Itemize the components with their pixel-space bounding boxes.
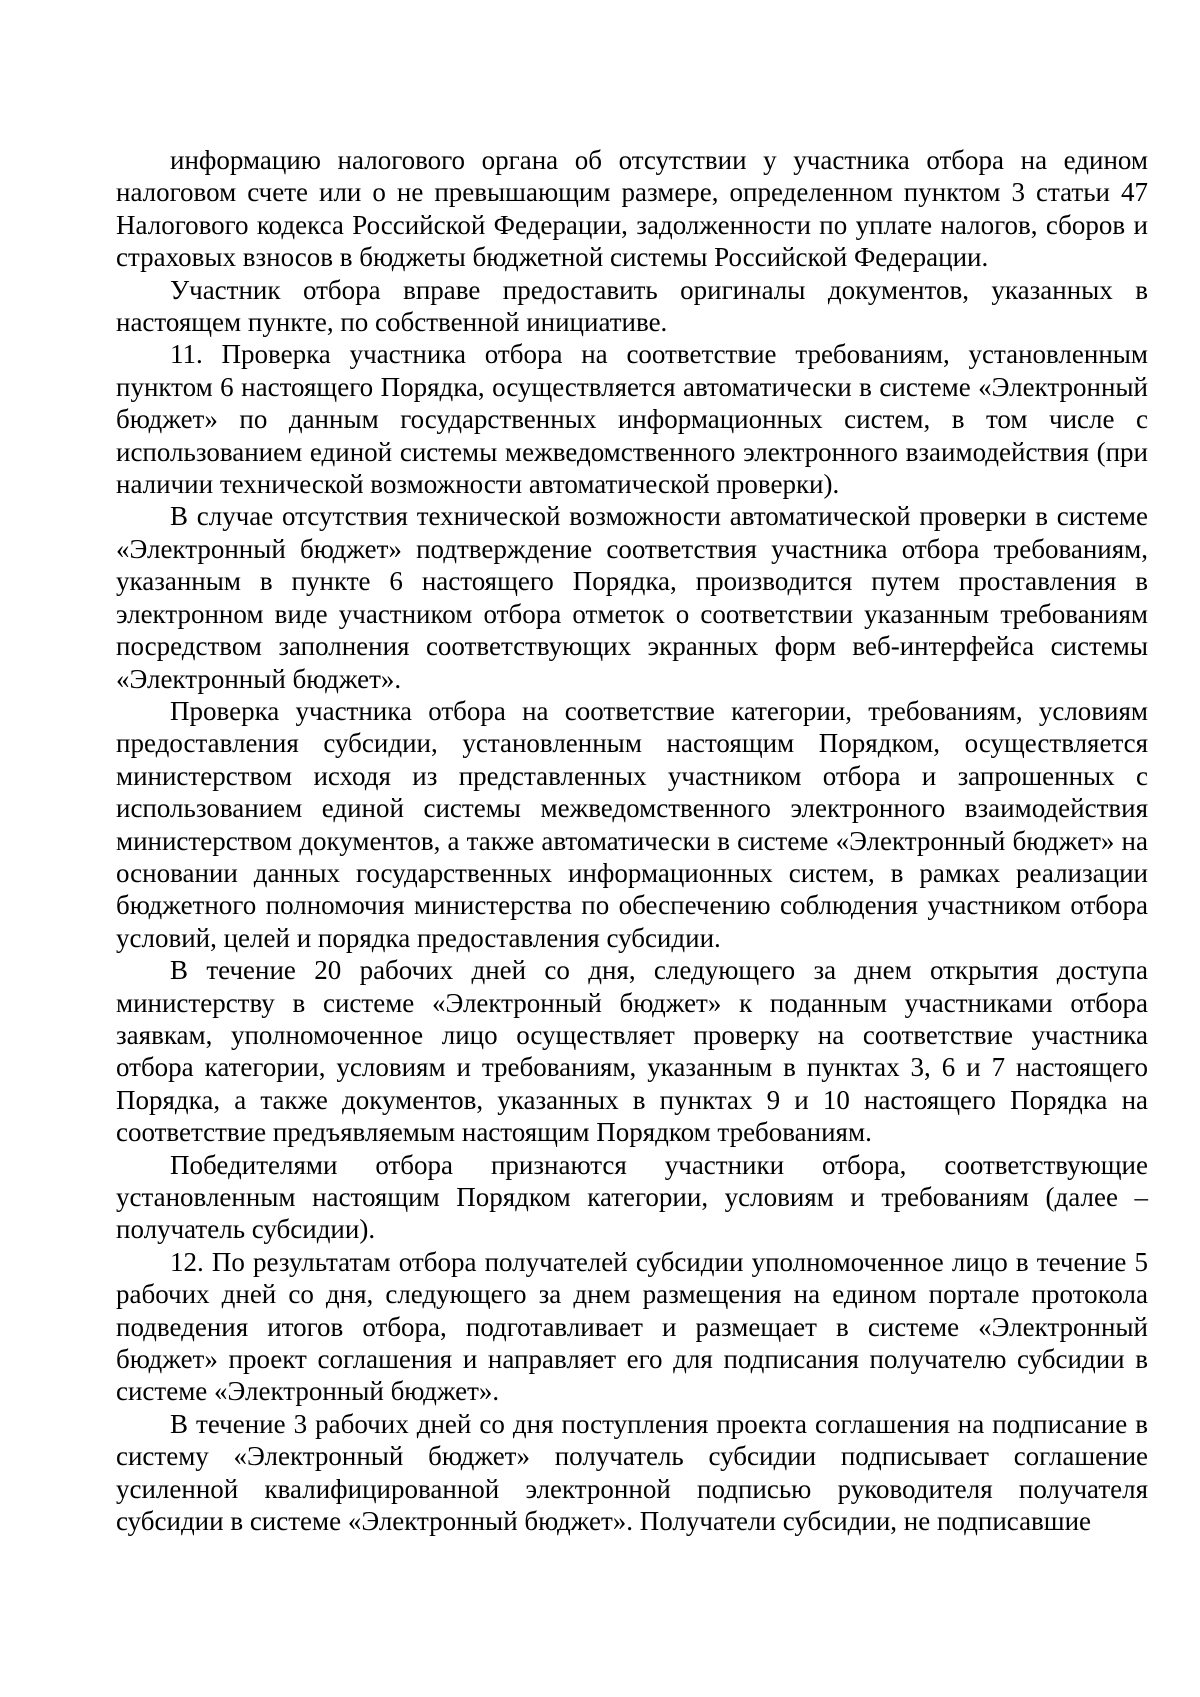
paragraph-20-days-review: В течение 20 рабочих дней со дня, следующего за днем открытия доступа министерству в системе «Электронный бюджет» к поданным участниками отбора заявкам, уполномоченное лицо осуществляет проверку на соответствие участника отбора категории, условиям и требованиям, указанным в пунктах 3, 6 и 7 настоящего Порядка, а также документов, указанных в пунктах 9 и 10 настоящего Порядка на соответствие предъявляемым настоящим Порядком требованиям. [116, 955, 1148, 1148]
paragraph-right-to-originals: Участник отбора вправе предоставить оригиналы документов, указанных в настоящем пункте, по собственной инициативе. [116, 274, 1148, 338]
paragraph-clause-11: 11. Проверка участника отбора на соответствие требованиям, установленным пунктом 6 настоящего Порядка, осуществляется автоматически в системе «Электронный бюджет» по данным государственных информационных систем, в том числе с использованием единой системы межведомственного электронного взаимодействия (при наличии технической возможности автоматической проверки). [116, 339, 1148, 500]
paragraph-clause-12: 12. По результатам отбора получателей субсидии уполномоченное лицо в течение 5 рабочих дней со дня, следующего за днем размещения на едином портале протокола подведения итогов отбора, подготавливает и размещает в системе «Электронный бюджет» проект соглашения и направляет его для подписания получателю субсидии в системе «Электронный бюджет». [116, 1246, 1148, 1407]
document-page [116, 144, 1148, 1537]
paragraph-signing: В течение 3 рабочих дней со дня поступления проекта соглашения на подписание в систему «Электронный бюджет» получатель субсидии подписывает соглашение усиленной квалифицированной электронной подписью руководителя получателя субсидии в системе «Электронный бюджет». Получатели субсидии, не подписавшие [116, 1408, 1148, 1537]
paragraph-winners: Победителями отбора признаются участники отбора, соответствующие установленным настоящим Порядком категории, условиям и требованиям (далее – получатель субсидии). [116, 1149, 1148, 1245]
paragraph-ministry-check: Проверка участника отбора на соответствие категории, требованиям, условиям предоставления субсидии, установленным настоящим Порядком, осуществляется министерством исходя из представленных участником отбора и запрошенных с использованием единой системы межведомственного электронного взаимодействия министерством документов, а также автоматически в системе «Электронный бюджет» на основании данных государственных информационных систем, в рамках реализации бюджетного полномочия министерства по обеспечению соблюдения участником отбора условий, целей и порядка предоставления субсидии. [116, 695, 1148, 953]
paragraph-continuation: информацию налогового органа об отсутствии у участника отбора на едином налоговом счете или о не превышающим размере, определенном пунктом 3 статьи 47 Налогового кодекса Российской Федерации, задолженности по уплате налогов, сборов и страховых взносов в бюджеты бюджетной системы Российской Федерации. [116, 145, 1148, 273]
paragraph-manual-check: В случае отсутствия технической возможности автоматической проверки в системе «Электронный бюджет» подтверждение соответствия участника отбора требованиям, указанным в пункте 6 настоящего Порядка, производится путем проставления в электронном виде участником отбора отметок о соответствии указанным требованиям посредством заполнения соответствующих экранных форм веб-интерфейса системы «Электронный бюджет». [116, 501, 1148, 694]
